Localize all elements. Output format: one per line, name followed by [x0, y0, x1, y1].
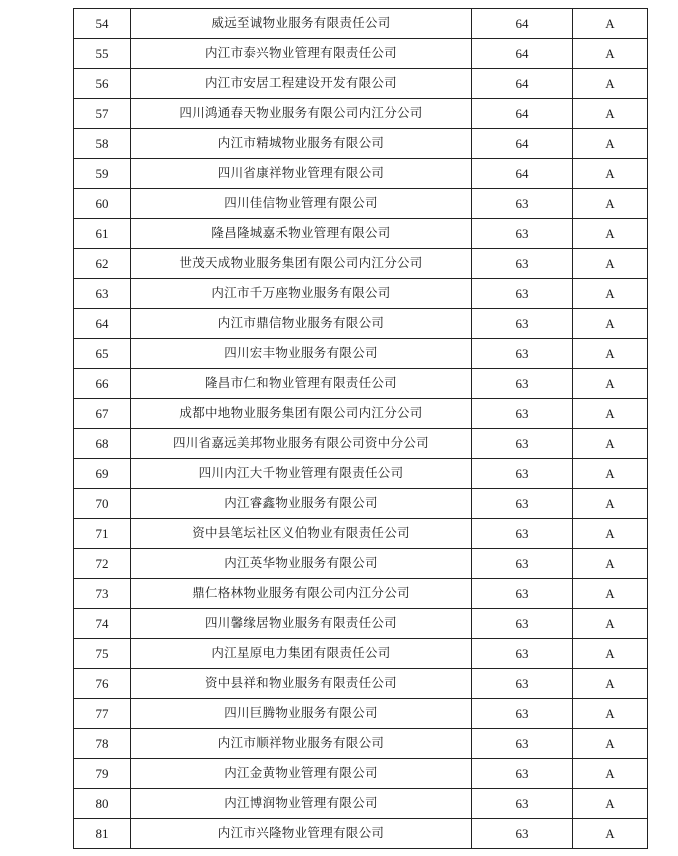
grade-value: A — [573, 699, 648, 729]
score-value: 63 — [472, 579, 573, 609]
row-number: 81 — [74, 819, 131, 849]
table-row — [74, 669, 648, 699]
score-value: 63 — [472, 759, 573, 789]
table-row — [74, 609, 648, 639]
grade-value: A — [573, 249, 648, 279]
grade-value: A — [573, 279, 648, 309]
table-row — [74, 819, 648, 849]
score-value: 63 — [472, 429, 573, 459]
row-number: 78 — [74, 729, 131, 759]
row-number: 58 — [74, 129, 131, 159]
grade-value: A — [573, 159, 648, 189]
company-name: 四川宏丰物业服务有限公司 — [131, 339, 472, 369]
row-number: 80 — [74, 789, 131, 819]
table-row — [74, 159, 648, 189]
table-row — [74, 729, 648, 759]
row-number: 68 — [74, 429, 131, 459]
score-value: 63 — [472, 639, 573, 669]
score-value: 63 — [472, 369, 573, 399]
table-row — [74, 759, 648, 789]
row-number: 67 — [74, 399, 131, 429]
table-row — [74, 189, 648, 219]
company-name: 内江市泰兴物业管理有限责任公司 — [131, 39, 472, 69]
grade-value: A — [573, 579, 648, 609]
grade-value: A — [573, 9, 648, 39]
grade-value: A — [573, 489, 648, 519]
table-row — [74, 279, 648, 309]
table-row — [74, 69, 648, 99]
grade-value: A — [573, 669, 648, 699]
table-row — [74, 579, 648, 609]
company-name: 四川省康祥物业管理有限公司 — [131, 159, 472, 189]
table-row — [74, 489, 648, 519]
grade-value: A — [573, 309, 648, 339]
table-row — [74, 99, 648, 129]
grade-value: A — [573, 609, 648, 639]
company-name: 内江市兴隆物业管理有限公司 — [131, 819, 472, 849]
score-value: 64 — [472, 159, 573, 189]
grade-value: A — [573, 339, 648, 369]
grade-value: A — [573, 69, 648, 99]
row-number: 65 — [74, 339, 131, 369]
score-value: 63 — [472, 459, 573, 489]
row-number: 54 — [74, 9, 131, 39]
score-value: 64 — [472, 39, 573, 69]
row-number: 71 — [74, 519, 131, 549]
score-value: 64 — [472, 69, 573, 99]
row-number: 63 — [74, 279, 131, 309]
company-name: 鼎仁格林物业服务有限公司内江分公司 — [131, 579, 472, 609]
row-number: 72 — [74, 549, 131, 579]
company-name: 四川佳信物业管理有限公司 — [131, 189, 472, 219]
score-value: 63 — [472, 189, 573, 219]
grade-value: A — [573, 429, 648, 459]
score-value: 63 — [472, 339, 573, 369]
table-row — [74, 9, 648, 39]
table-row — [74, 639, 648, 669]
grade-value: A — [573, 639, 648, 669]
score-value: 63 — [472, 789, 573, 819]
row-number: 59 — [74, 159, 131, 189]
grade-value: A — [573, 99, 648, 129]
table-row — [74, 219, 648, 249]
row-number: 75 — [74, 639, 131, 669]
company-name: 资中县祥和物业服务有限责任公司 — [131, 669, 472, 699]
table-row — [74, 399, 648, 429]
company-name: 隆昌市仁和物业管理有限责任公司 — [131, 369, 472, 399]
grade-value: A — [573, 399, 648, 429]
table-row — [74, 459, 648, 489]
score-value: 63 — [472, 819, 573, 849]
grade-value: A — [573, 369, 648, 399]
table-row — [74, 309, 648, 339]
company-name: 内江市顺祥物业服务有限公司 — [131, 729, 472, 759]
row-number: 69 — [74, 459, 131, 489]
table-row — [74, 249, 648, 279]
score-value: 63 — [472, 219, 573, 249]
score-value: 63 — [472, 519, 573, 549]
company-name: 资中县笔坛社区义伯物业有限责任公司 — [131, 519, 472, 549]
score-value: 63 — [472, 279, 573, 309]
grade-value: A — [573, 549, 648, 579]
table-row — [74, 699, 648, 729]
table-row — [74, 129, 648, 159]
company-name: 内江英华物业服务有限公司 — [131, 549, 472, 579]
company-name: 威远至诚物业服务有限责任公司 — [131, 9, 472, 39]
grade-value: A — [573, 189, 648, 219]
score-value: 63 — [472, 309, 573, 339]
score-value: 63 — [472, 609, 573, 639]
company-name: 内江市鼎信物业服务有限公司 — [131, 309, 472, 339]
row-number: 60 — [74, 189, 131, 219]
company-name: 内江金黄物业管理有限公司 — [131, 759, 472, 789]
grade-value: A — [573, 729, 648, 759]
table-row — [74, 339, 648, 369]
score-value: 63 — [472, 669, 573, 699]
company-name: 世茂天成物业服务集团有限公司内江分公司 — [131, 249, 472, 279]
company-name: 四川鸿通春天物业服务有限公司内江分公司 — [131, 99, 472, 129]
score-value: 63 — [472, 489, 573, 519]
grade-value: A — [573, 789, 648, 819]
company-name: 四川巨腾物业服务有限公司 — [131, 699, 472, 729]
table-row — [74, 789, 648, 819]
score-value: 64 — [472, 9, 573, 39]
company-name: 内江市精城物业服务有限公司 — [131, 129, 472, 159]
score-value: 63 — [472, 249, 573, 279]
company-name: 内江博润物业管理有限公司 — [131, 789, 472, 819]
grade-value: A — [573, 819, 648, 849]
company-name: 四川馨缘居物业服务有限责任公司 — [131, 609, 472, 639]
grade-value: A — [573, 759, 648, 789]
rating-table — [73, 8, 648, 849]
company-name: 内江市千万座物业服务有限公司 — [131, 279, 472, 309]
row-number: 61 — [74, 219, 131, 249]
row-number: 64 — [74, 309, 131, 339]
grade-value: A — [573, 459, 648, 489]
row-number: 62 — [74, 249, 131, 279]
row-number: 56 — [74, 69, 131, 99]
grade-value: A — [573, 219, 648, 249]
score-value: 63 — [472, 549, 573, 579]
row-number: 70 — [74, 489, 131, 519]
row-number: 66 — [74, 369, 131, 399]
table-row — [74, 429, 648, 459]
row-number: 73 — [74, 579, 131, 609]
table-row — [74, 369, 648, 399]
row-number: 74 — [74, 609, 131, 639]
score-value: 64 — [472, 129, 573, 159]
score-value: 63 — [472, 729, 573, 759]
company-name: 内江睿鑫物业服务有限公司 — [131, 489, 472, 519]
company-name: 成都中地物业服务集团有限公司内江分公司 — [131, 399, 472, 429]
score-value: 64 — [472, 99, 573, 129]
score-value: 63 — [472, 699, 573, 729]
table-row — [74, 39, 648, 69]
grade-value: A — [573, 519, 648, 549]
row-number: 55 — [74, 39, 131, 69]
score-value: 63 — [472, 399, 573, 429]
row-number: 57 — [74, 99, 131, 129]
grade-value: A — [573, 129, 648, 159]
row-number: 77 — [74, 699, 131, 729]
table-row — [74, 549, 648, 579]
row-number: 79 — [74, 759, 131, 789]
row-number: 76 — [74, 669, 131, 699]
table-row — [74, 519, 648, 549]
grade-value: A — [573, 39, 648, 69]
company-name: 四川内江大千物业管理有限责任公司 — [131, 459, 472, 489]
company-name: 内江星原电力集团有限责任公司 — [131, 639, 472, 669]
rating-table-body — [74, 9, 648, 849]
company-name: 内江市安居工程建设开发有限公司 — [131, 69, 472, 99]
company-name: 四川省嘉远美邦物业服务有限公司资中分公司 — [131, 429, 472, 459]
company-name: 隆昌隆城嘉禾物业管理有限公司 — [131, 219, 472, 249]
